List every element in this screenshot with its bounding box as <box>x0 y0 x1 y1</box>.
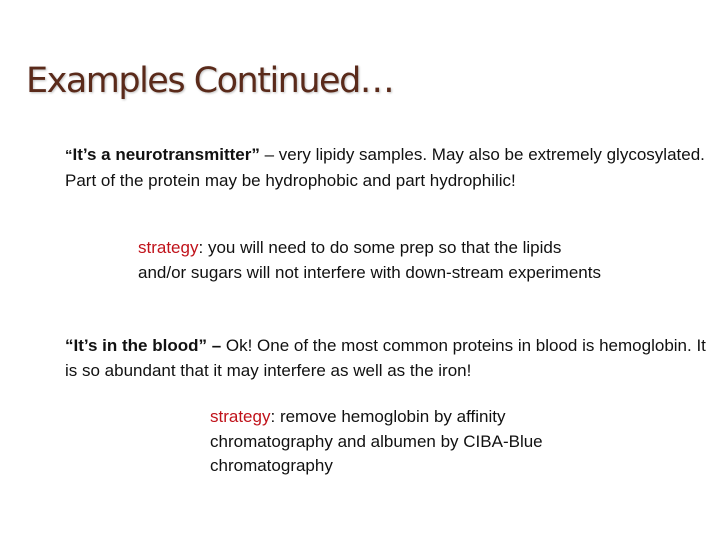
example-blood-body: Ok! One of the most common proteins in blood is hemoglobin. It is so abundant that it may interfere as well as the iron! <box>65 336 706 380</box>
strategy-colon: : <box>270 407 276 426</box>
strategy-label: strategy <box>138 238 199 257</box>
example-neurotransmitter-body: – very lipidy samples. May also be extremely glycosylated. Part of the protein may be hydrophobic and part hydrophilic! <box>65 145 705 190</box>
strategy-blood <box>210 405 630 479</box>
strategy-neurotransmitter-text: you will need to do some prep so that the lipids and/or sugars will not interfere with down-stream experiments <box>138 238 601 282</box>
strategy-label: strategy <box>210 407 271 426</box>
slide-title: Examples Continued… <box>26 61 394 101</box>
strategy-colon: : <box>198 238 204 257</box>
example-neurotransmitter <box>65 143 705 193</box>
strategy-blood-text: remove hemoglobin by affinity chromatography and albumen by CIBA-Blue chromatography <box>210 407 543 475</box>
example-blood-lead: “It’s in the blood” – <box>65 336 222 355</box>
strategy-neurotransmitter <box>138 236 608 285</box>
example-blood <box>65 334 710 383</box>
example-neurotransmitter-open-quote: “ <box>65 147 73 164</box>
example-neurotransmitter-lead: It’s a neurotransmitter” <box>72 145 260 164</box>
